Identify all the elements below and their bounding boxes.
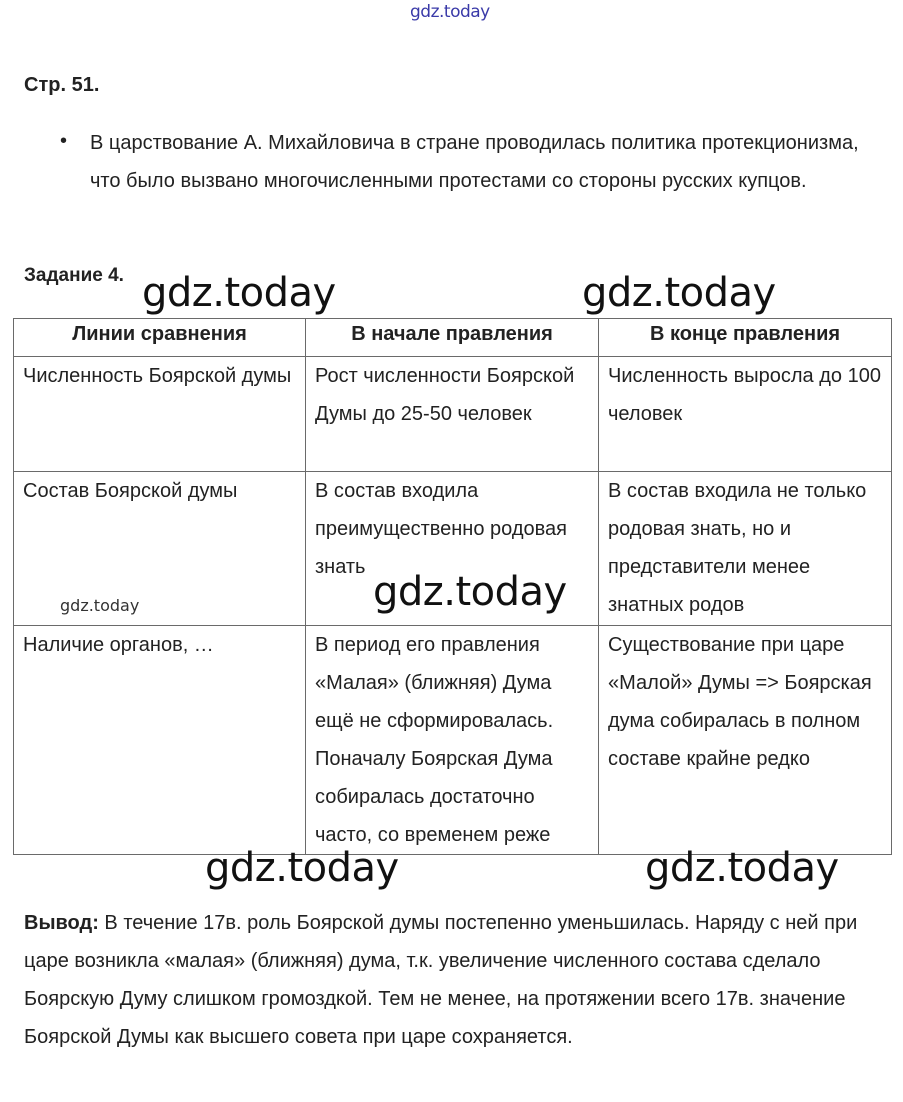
table-row — [14, 357, 892, 472]
table-cell: Наличие органов, … — [14, 626, 306, 855]
watermark: gdz.today — [582, 270, 776, 316]
table-cell: Состав Боярской думы — [14, 472, 306, 626]
table-cell: В состав входила преимущественно родовая знать — [306, 472, 599, 626]
table-cell: Численность Боярской думы — [14, 357, 306, 472]
watermark: gdz.today — [645, 845, 839, 891]
conclusion-paragraph — [24, 904, 874, 1056]
column-header: Линии сравнения — [14, 319, 306, 357]
table-header-row — [14, 319, 892, 357]
bullet-item: В царствование А. Михайловича в стране проводилась политика протекционизма, что было вызвано многочисленными протестами со стороны русских купцов. — [90, 132, 859, 192]
conclusion-text: В течение 17в. роль Боярской думы постепенно уменьшилась. Наряду с ней при царе возникла «малая» (ближняя) дума, т.к. увеличение численного состава сделало Боярскую Думу слишком громоздкой. Тем не менее, на протяжении всего 17в. значение Боярской Думы как высшего совета при царе сохраняется. — [24, 912, 858, 1048]
column-header: В начале правления — [306, 319, 599, 357]
table-row — [14, 626, 892, 855]
table-cell: Рост численности Боярской Думы до 25-50 человек — [306, 357, 599, 472]
table-cell: Существование при царе «Малой» Думы => Боярская дума собиралась в полном составе крайне редко — [599, 626, 892, 855]
table-cell: В состав входила не только родовая знать, но и представители менее знатных родов — [599, 472, 892, 626]
watermark: gdz.today — [142, 270, 336, 316]
watermark: gdz.today — [373, 569, 567, 615]
bullet-dot-icon: • — [60, 130, 68, 152]
page-reference: Стр. 51. — [24, 74, 100, 96]
watermark-small: gdz.today — [60, 596, 140, 615]
conclusion-label: Вывод: — [24, 912, 99, 934]
watermark-top: gdz.today — [410, 2, 490, 22]
task-heading: Задание 4. — [24, 265, 124, 286]
watermark: gdz.today — [205, 845, 399, 891]
table-cell: Численность выросла до 100 человек — [599, 357, 892, 472]
column-header: В конце правления — [599, 319, 892, 357]
table-cell: В период его правления «Малая» (ближняя) Дума ещё не сформировалась. Поначалу Боярская Дума собиралась достаточно часто, со временем реже — [306, 626, 599, 855]
